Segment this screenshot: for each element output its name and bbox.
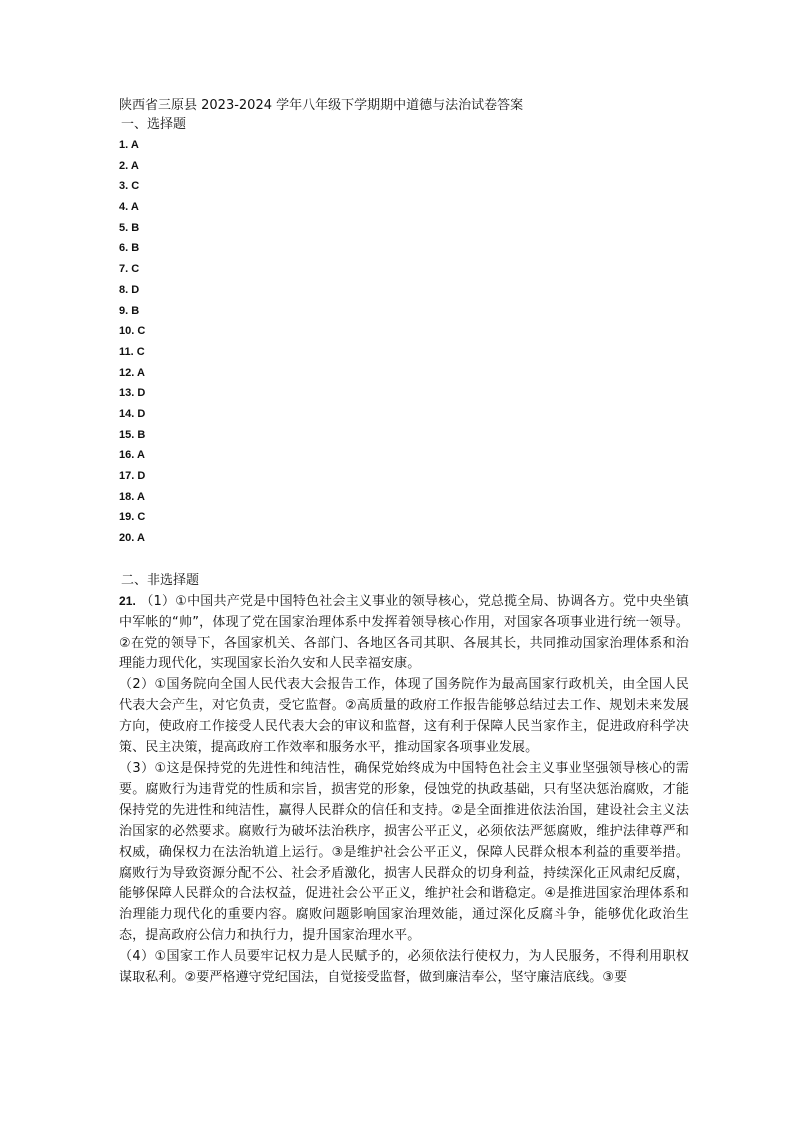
answer-item: 13. D [119, 387, 146, 400]
answer-item: 18. A [119, 490, 145, 503]
answer-item: 5. B [119, 221, 140, 234]
q21-part3-paragraph: （3）①这是保持党的先进性和纯洁性，确保党始终成为中国特色社会主义事业坚强领导核心的需要。腐败行为违背党的性质和宗旨，损害党的形象，侵蚀党的执政基础，只有坚决惩治腐败，才能保持党的先进性和纯洁性，赢得人民群众的信任和支持。②是全面推进依法治国，建设社会主义法治国家的必然要求。腐败行为破坏法治秩序，损害公平正义，必须依法严惩腐败，维护法律尊严和权威，确保权力在法治轨道上运行。③是维护社会公平正义，保障人民群众根本利益的重要举措。腐败行为导致资源分配不公、社会矛盾激化，损害人民群众的切身利益，持续深化正风肃纪反腐，能够保障人民群众的合法权益，促进社会公平正义，维护社会和谐稳定。④是推进国家治理体系和治理能力现代化的重要内容。腐败问题影响国家治理效能，通过深化反腐斗争，能够优化政治生态，提高政府公信力和执行力，提升国家治理水平。 [119, 761, 689, 944]
choice-answer-list [119, 135, 689, 549]
answer-item: 8. D [119, 283, 140, 296]
answer-item: 9. B [119, 304, 140, 317]
answer-item: 4. A [119, 201, 139, 214]
q21-part4-paragraph: （4）①国家工作人员要牢记权力是人民赋予的，必须依法行使权力，为人民服务，不得利用职权谋取私利。②要严格遵守党纪国法，自觉接受监督，做到廉洁奉公，坚守廉洁底线。③要 [119, 949, 689, 986]
answer-item: 14. D [119, 407, 146, 420]
section-heading-nonchoice: 二、非选择题 [121, 572, 200, 588]
question-number: 21. [119, 593, 136, 608]
answer-item: 20. A [119, 532, 145, 545]
q21-part2-paragraph: （2）①国务院向全国人民代表大会报告工作，体现了国务院作为最高国家行政机关，由全国人民代表大会产生，对它负责，受它监督。②高质量的政府工作报告能够总结过去工作、规划未来发展方向，使政府工作接受人民代表大会的审议和监督，这有利于保障人民当家作主，促进政府科学决策、民主决策，提高政府工作效率和服务水平，推动国家各项事业发展。 [119, 677, 689, 756]
answer-document [119, 97, 689, 989]
answer-item: 10. C [119, 325, 146, 338]
answer-item: 12. A [119, 366, 145, 379]
answer-item: 7. C [119, 263, 140, 276]
answer-item: 11. C [119, 345, 145, 358]
document-title: 陕西省三原县 2023-2024 学年八年级下学期期中道德与法治试卷答案 [119, 98, 524, 113]
answer-item: 17. D [119, 470, 146, 482]
paragraph-text: （1）①中国共产党是中国特色社会主义事业的领导核心，党总揽全局、协调各方。党中央坐镇中军帐的“帅”，体现了党在国家治理体系中发挥着领导核心作用，对国家各项事业进行统一领导。②在党的领导下，各国家机关、各部门、各地区各司其职、各展其长，共同推动国家治理体系和治理能力现代化，实现国家长治久安和人民幸福安康。 [119, 593, 689, 672]
answer-item: 2. A [119, 159, 139, 172]
answer-item: 19. C [119, 511, 146, 524]
answer-item: 16. A [119, 449, 145, 462]
answer-item: 15. B [119, 428, 146, 441]
answer-item: 3. C [119, 180, 140, 193]
answer-item: 1. A [119, 139, 139, 151]
answer-item: 6. B [119, 242, 140, 255]
q21-part1-paragraph [119, 591, 689, 676]
section-heading-choice: 一、选择题 [121, 117, 187, 132]
section-spacer [119, 549, 689, 571]
